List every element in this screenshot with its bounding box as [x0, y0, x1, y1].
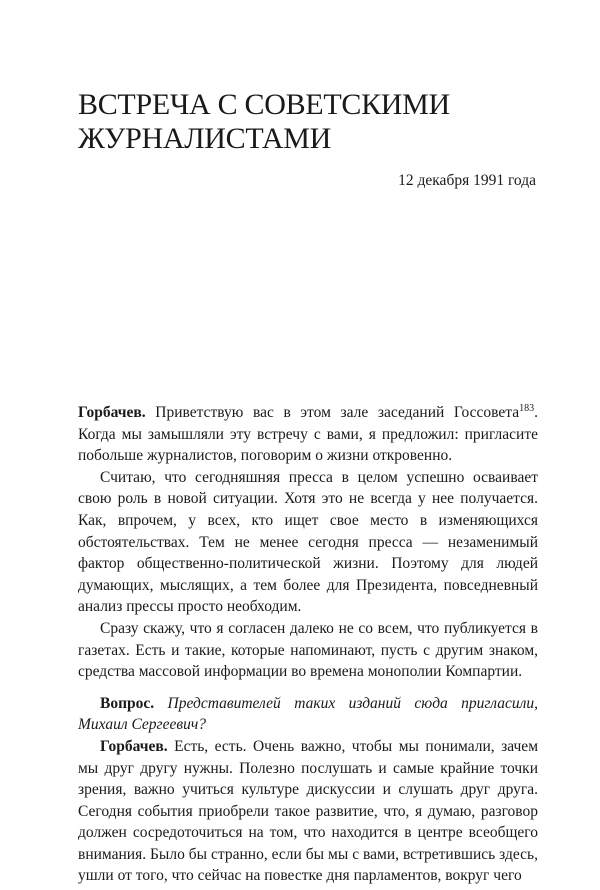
speaker-label: Вопрос.: [100, 694, 155, 712]
paragraph-2: Считаю, что сегодняшняя пресса в целом успешно осваивает свою роль в новой ситуации. Хотя это не всегда у нее получается. Как, впрочем, у всех, кто ищет свое место в изменяющихся обстоятельствах. Тем не менее сегодня пресса — незаменимый фактор общественно-политической жизни. Поэтому для людей думающих, мыслящих, а тем более для Президента, повседневный анализ прессы просто необходим.: [78, 468, 538, 616]
paragraph-question: [78, 693, 538, 736]
paragraph-text: . Когда мы замышляли эту встречу с вами, я предложил: пригласите побольше журналистов, поговорим о жизни откровенно.: [78, 404, 538, 465]
chapter-title: [78, 88, 548, 156]
question-text: Представителей таких изданий сюда пригласили, Михаил Сергеевич?: [78, 694, 538, 734]
speaker-label: Горбачев.: [78, 404, 146, 421]
paragraph-3: Сразу скажу, что я согласен далеко не со всем, что публикуется в газетах. Есть и такие, которые напоминают, пусть с другим знаком, средства массовой информации во времена монополии Компартии.: [78, 619, 538, 681]
speaker-label: Горбачев.: [100, 737, 168, 755]
chapter-title-line-1: ВСТРЕЧА С СОВЕТСКИМИ: [78, 88, 450, 121]
paragraph-text: Есть, есть. Очень важно, чтобы мы понимали, зачем мы друг другу нужны. Полезно послушать и самые крайние точки зрения, важно учиться культуре дискуссии и слушать друг друга. Сегодня события приобрели такое развитие, что, я думаю, разговор должен сосредоточиться на том, что находится в центре всеобщего внимания. Было бы странно, если бы мы с вами, встретившись здесь, ушли от того, что сейчас на повестке дня парламентов, вокруг чего: [78, 737, 538, 885]
paragraph-1: [78, 402, 538, 467]
paragraph-text: Приветствую вас в этом зале заседаний Госсовета: [145, 404, 520, 421]
paragraph-answer: [78, 736, 538, 887]
chapter-date: 12 декабря 1991 года: [398, 172, 536, 189]
footnote-marker[interactable]: 183: [519, 403, 535, 414]
chapter-title-line-2: ЖУРНАЛИСТАМИ: [78, 122, 331, 155]
body-text: [78, 402, 538, 887]
